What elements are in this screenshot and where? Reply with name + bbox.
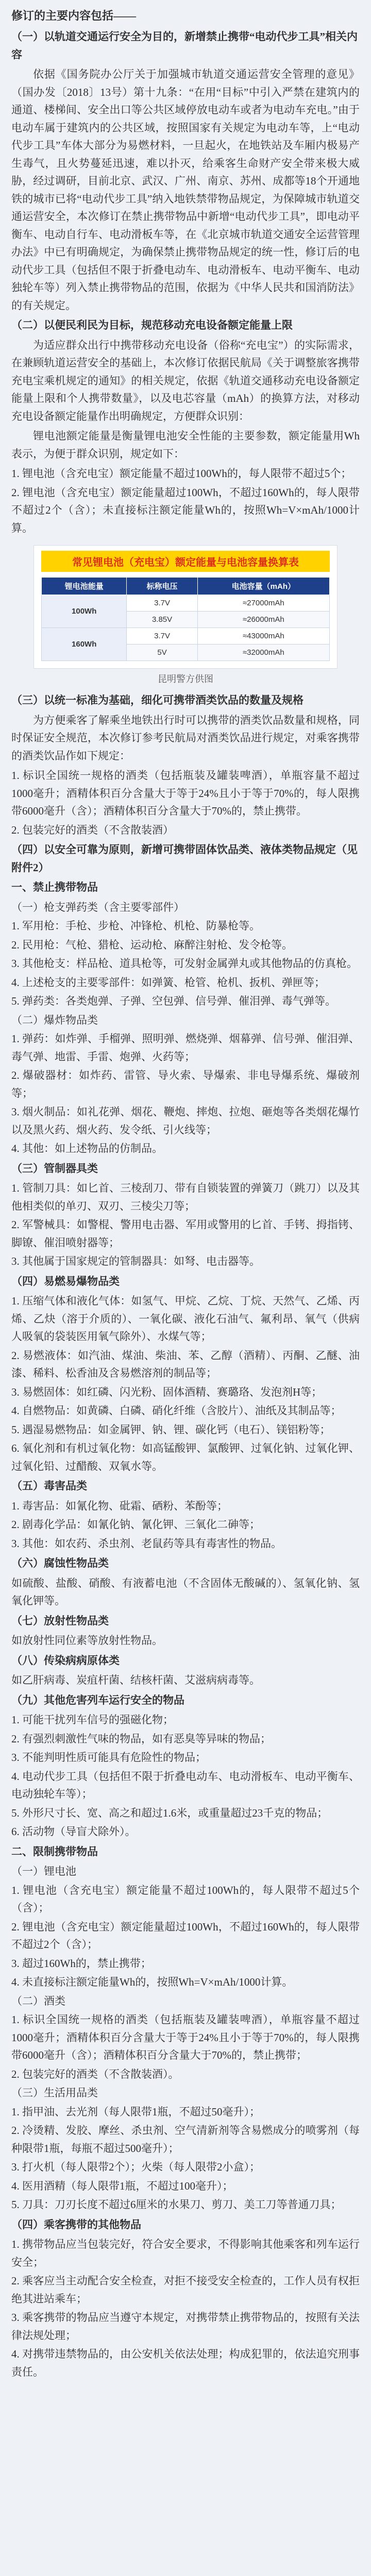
list-item: 如乙肝病毒、炭疽杆菌、结核杆菌、艾滋病病毒等。 bbox=[11, 1674, 260, 1686]
list-item: 3. 超过160Wh的，禁止携带； bbox=[11, 1957, 151, 1970]
corrosive-list bbox=[11, 1574, 360, 1610]
table-cell-capacity: ≈26000mAh bbox=[197, 612, 329, 628]
restricted-list bbox=[11, 1862, 360, 2214]
list-item: （二）爆炸物品类 bbox=[11, 1013, 98, 1026]
section-heading: （三）以统一标准为基础，细化可携带酒类饮品的数量及规格 bbox=[11, 694, 303, 706]
table-row bbox=[42, 595, 330, 612]
list-item: 4. 自燃物品：如黄磷、白磷、硝化纤维（含胶片）、油纸及其制品等； bbox=[11, 1404, 342, 1417]
table-cell-capacity: ≈32000mAh bbox=[197, 645, 329, 661]
list-item: 如放射性同位素等放射性物品。 bbox=[11, 1634, 163, 1647]
list-item: 4. 上述枪支的主要零部件：如弹簧、枪管、枪机、扳机、弹匣等； bbox=[11, 976, 325, 989]
list-item: 4. 未直接标注额定能量Wh的，按照Wh=V×mAh/1000计算。 bbox=[11, 1976, 293, 1988]
radioactive-list bbox=[11, 1632, 360, 1650]
passenger-items-list bbox=[11, 2235, 360, 2381]
list-item: 5. 刀具：刀刃长度不超过6厘米的水果刀、剪刀、美工刀等普通刀具； bbox=[11, 2198, 342, 2211]
list-item: 3. 易燃固体：如红磷、闪光粉、固体酒精、赛璐珞、发泡剂H等； bbox=[11, 1385, 323, 1398]
list-item: （一）锂电池 bbox=[11, 1865, 76, 1877]
list-item: 如硫酸、盐酸、硝酸、有液蓄电池（不含固体无酸碱的）、氢氧化钠、氢氧化钾等。 bbox=[11, 1577, 360, 1607]
list-item: 2. 包装完好的酒类（不含散装酒）。 bbox=[11, 2067, 179, 2080]
list-item: （一）枪支弹药类（含主要零部件） bbox=[11, 901, 184, 913]
table-row bbox=[42, 628, 330, 645]
list-item: 1. 军用枪：手枪、步枪、冲锋枪、机枪、防暴枪等。 bbox=[11, 920, 260, 932]
list-item: 1. 压缩气体和液化气体：如氢气、甲烷、乙烷、丁烷、天然气、乙烯、丙烯、乙炔（溶于介质的）、一氧化碳、液化石油气、氟利昂、氧气（供病人吸氧的袋装医用氧气除外）、水煤气等； bbox=[11, 1295, 360, 1343]
list-item: 1. 标识全国统一规格的酒类（包括瓶装及罐装啤酒），单瓶容量不超过1000毫升；酒精体积百分含量大于等于24%且小于等于70%的，每人限携带6000毫升（含）；酒精体积百分含量大于70%的，禁止携带； bbox=[11, 2013, 360, 2061]
list-item: 4. 医用酒精（每人限带1瓶，不超过100毫升）； bbox=[11, 2179, 233, 2192]
paragraph: 锂电池额定能量是衡量锂电池安全性能的主要参数，额定能量用Wh表示，为便于群众识别，规定如下： bbox=[11, 430, 360, 460]
list-item: 1. 锂电池（含充电宝）额定能量不超过100Wh的，每人限带不超过5个； bbox=[11, 467, 352, 480]
list-item: 2. 有强烈刺激性气味的物品，如有恶臭等异味的物品； bbox=[11, 1732, 271, 1745]
list-title: （四）乘客携带的其他物品 bbox=[11, 2218, 141, 2231]
list-title: 一、禁止携带物品 bbox=[11, 881, 98, 893]
list-item: 3. 其他枪支：样品枪、道具枪等，可发射金属弹丸或其他物品的仿真枪。 bbox=[11, 957, 358, 970]
list-item: 2. 冷烫精、发胶、摩丝、杀虫剂、空气清新剂等含易燃成分的喷雾剂（每种限带1瓶，每瓶不超过500毫升）； bbox=[11, 2124, 360, 2155]
list-item: 1. 可能干扰列车信号的强磁化物； bbox=[11, 1714, 174, 1726]
paragraph: 依据《国务院办公厅关于加强城市轨道交通运营安全管理的意见》（国办发〔2018〕13号）第十九条：“在用“目标”中引入严禁在建筑内的通道、楼梯间、安全出口等公共区域停放电动车或者为电动车充电。”由于电动车属于建筑内的公共区域，按照国家有关规定为电动车等，上“电动代步工具”车体大部分为易燃材料，一旦起火，在地铁站及车厢内极易产生毒气，且火势蔓延迅速，难以扑灭，给乘客生命财产安全带来极大威胁，经过调研，目前北京、武汉、广州、南京、苏州、成都等18个开通地铁的城市已将“电动代步工具”纳入地铁禁带物品规定，为保障城市轨道交通运营安全，本次修订在禁止携带物品中新增“电动代步工具”，即电动平衡车、电动自行车、电动滑板车等，在《北京城市轨道交通安全运营管理办法》中已有明确规定，为确保禁止携带物品规定的统一性，修订后的电动代步工具（包括但不限于折叠电动车、电动滑板车、电动平衡车、电动独轮车等）列入禁止携带物品的范围，依据为《中华人民共和国消防法》的有关规定。 bbox=[11, 68, 360, 312]
table-header: 标称电压 bbox=[127, 578, 197, 595]
list-item: 5. 外形尺寸长、宽、高之和超过1.6米，或重量超过23千克的物品； bbox=[11, 1806, 328, 1819]
prohibited-list bbox=[11, 899, 360, 1158]
intro-heading: 修订的主要内容包括—— bbox=[11, 9, 137, 22]
list-title: 二、限制携带物品 bbox=[11, 1845, 98, 1858]
other-hazard-list bbox=[11, 1711, 360, 1841]
table-cell-voltage: 3.85V bbox=[127, 612, 197, 628]
list-item: 2. 民用枪：气枪、猎枪、运动枪、麻醉注射枪、发令枪等。 bbox=[11, 938, 293, 951]
battery-conversion-figure bbox=[33, 545, 338, 669]
list-title: （四）易燃易爆物品类 bbox=[11, 1275, 120, 1287]
controlled-tools-list bbox=[11, 1179, 360, 1270]
list-item: 3. 烟火制品：如礼花弹、烟花、鞭炮、摔炮、拉炮、砸炮等各类烟花爆竹以及黑火药、烟火药、发令纸、引火线等； bbox=[11, 1106, 360, 1136]
list-item: 4. 电动代步工具（包括但不限于折叠电动车、电动滑板车、电动平衡车、电动独轮车等）； bbox=[11, 1770, 360, 1800]
list-item: 4. 对携带违禁物品的，由公安机关依法处理；构成犯罪的，依法追究刑事责任。 bbox=[11, 2348, 360, 2378]
list-item: 2. 乘客应当主动配合安全检查，对拒不接受安全检查的，工作人员有权拒绝其进站乘车； bbox=[11, 2275, 360, 2305]
list-item: 3. 打火机（每人限带2个）；火柴（每人限带2小盒）； bbox=[11, 2161, 260, 2173]
list-item: 5. 弹药类：各类炮弹、子弹、空包弹、信号弹、催泪弹、毒气弹等。 bbox=[11, 995, 336, 1007]
list-item: 2. 剧毒化学品：如氰化钠、氰化钾、三氧化二砷等； bbox=[11, 1518, 260, 1531]
table-cell-voltage: 3.7V bbox=[127, 595, 197, 612]
list-item: 3. 乘客携带的物品应当遵守本规定，对携带禁止携带物品的，按照有关法律法规处理； bbox=[11, 2311, 360, 2342]
list-item: 2. 锂电池（含充电宝）额定能量超过100Wh，不超过160Wh的，每人限带不超过2个（含）；未直接标注额定能量Wh的，按照Wh=V×mAh/1000计算。 bbox=[11, 486, 360, 534]
list-item: 4. 其他：如上述物品的仿制品。 bbox=[11, 1142, 163, 1155]
table-header-row bbox=[42, 578, 330, 595]
figure-caption: 昆明警方供图 bbox=[158, 674, 213, 684]
paragraph: 为适应群众出行中携带移动充电设备（俗称“充电宝”）的实际需求，在兼顾轨道运营安全的基础上，本次修订依据民航局《关于调整旅客携带充电宝乘机规定的通知》的相关规定，依据《轨道交通移动充电设备额定能量上限和个人携带数量》，以及电芯容量（mAh）的换算方法，对移动充电设备额定能量作出明确规定，方便群众识别： bbox=[11, 338, 360, 422]
figure-title: 常见锂电池（充电宝）额定能量与电池容量换算表 bbox=[41, 551, 330, 572]
list-item: 1. 弹药：如炸弹、手榴弹、照明弹、燃烧弹、烟幕弹、信号弹、催泪弹、毒气弹、地雷、手雷、炮弹、火药等； bbox=[11, 1032, 360, 1063]
list-item: 5. 遇湿易燃物品：如金属钾、钠、锂、碳化钙（电石）、镁铝粉等； bbox=[11, 1423, 331, 1436]
list-item: 2. 包装完好的酒类（不含散装酒） bbox=[11, 823, 174, 836]
list-title: （九）其他危害列车运行安全的物品 bbox=[11, 1693, 184, 1706]
list-title: （五）毒害品类 bbox=[11, 1480, 87, 1492]
list-item: 1. 标识全国统一规格的酒类（包括瓶装及罐装啤酒），单瓶容量不超过1000毫升；酒精体积百分含量大于等于24%且小于等于70%的，每人限携带6000毫升（含）；酒精体积百分含量大于70%的，禁止携带。 bbox=[11, 769, 360, 817]
paragraph: 为方便乘客了解乘坐地铁出行时可以携带的酒类饮品数量和规格，同时保证安全规范，本次修订参考民航局对酒类饮品进行规定，对乘客携带的酒类饮品作如下规定： bbox=[11, 714, 360, 762]
list-title: （八）传染病病原体类 bbox=[11, 1654, 120, 1667]
table-cell-capacity: ≈43000mAh bbox=[197, 628, 329, 645]
section-b bbox=[11, 691, 360, 876]
list-item: （三）生活用品类 bbox=[11, 2087, 98, 2099]
list-item: 2. 易燃液体：如汽油、煤油、柴油、苯、乙醇（酒精）、丙酮、乙醚、油漆、稀料、松香油及含易燃溶剂的制品等； bbox=[11, 1349, 360, 1379]
list-item: 1. 指甲油、去光剂（每人限带1瓶，不超过50毫升）； bbox=[11, 2105, 260, 2118]
list-item: 3. 不能判明性质可能具有危险性的物品； bbox=[11, 1751, 206, 1764]
list-item: 3. 其他：如农药、杀虫剂、老鼠药等具有毒害性的物品。 bbox=[11, 1537, 282, 1550]
list-title: （三）管制器具类 bbox=[11, 1162, 98, 1175]
section-heading: （四）以安全可靠为原则，新增可携带固体饮品类、液体类物品规定（见附件2） bbox=[11, 843, 358, 874]
table-cell-energy: 100Wh bbox=[42, 595, 127, 628]
list-item: （二）酒类 bbox=[11, 1994, 65, 2007]
flammable-list bbox=[11, 1292, 360, 1475]
table-header: 电池容量（mAh） bbox=[197, 578, 329, 595]
list-item: 1. 管制刀具：如匕首、三棱刮刀、带有自锁装置的弹簧刀（跳刀）以及其他相类似的单刃、双刃、三棱尖刀等； bbox=[11, 1182, 360, 1212]
list-title: （七）放射性物品类 bbox=[11, 1614, 109, 1627]
list-item: 2. 爆破器材：如炸药、雷管、导火索、导爆索、非电导爆系统、爆破剂等； bbox=[11, 1069, 360, 1099]
list-item: 2. 锂电池（含充电宝）额定能量超过100Wh，不超过160Wh的，每人限带不超过2个（含）； bbox=[11, 1920, 360, 1951]
list-item: 3. 其他属于国家规定的管制器具：如弩、电击器等。 bbox=[11, 1255, 260, 1267]
list-item: 6. 活动物（导盲犬除外）。 bbox=[11, 1825, 136, 1838]
list-item: 6. 氧化剂和有机过氧化物：如高锰酸钾、氯酸钾、过氧化钠、过氧化钾、过氧化铅、过醋酸、双氧水等。 bbox=[11, 1442, 360, 1472]
list-item: 1. 毒害品：如氰化物、砒霜、硒粉、苯酚等； bbox=[11, 1499, 228, 1512]
section-a bbox=[11, 28, 360, 537]
list-title: （六）腐蚀性物品类 bbox=[11, 1557, 109, 1569]
table-cell-voltage: 5V bbox=[127, 645, 197, 661]
list-item: 1. 锂电池（含充电宝）额定能量不超过100Wh的，每人限带不超过5个（含）； bbox=[11, 1884, 360, 1914]
table-cell-energy: 160Wh bbox=[42, 628, 127, 661]
pathogen-list bbox=[11, 1671, 360, 1689]
section-heading: （二）以便民利民为目标，规范移动充电设备额定能量上限 bbox=[11, 319, 293, 331]
table-cell-voltage: 3.7V bbox=[127, 628, 197, 645]
section-heading: （一）以轨道交通运行安全为目的，新增禁止携带“电动代步工具”相关内容 bbox=[11, 30, 358, 61]
battery-conversion-table bbox=[41, 577, 330, 661]
list-item: 1. 携带物品应当包装完好，符合安全要求，不得影响其他乘客和列车运行安全； bbox=[11, 2238, 360, 2268]
table-header: 锂电池能量 bbox=[42, 578, 127, 595]
table-cell-capacity: ≈27000mAh bbox=[197, 595, 329, 612]
list-item: 2. 军警械具：如警棍、警用电击器、军用或警用的匕首、手铐、拇指铐、脚镣、催泪喷射器等； bbox=[11, 1218, 360, 1249]
toxic-list bbox=[11, 1497, 360, 1553]
